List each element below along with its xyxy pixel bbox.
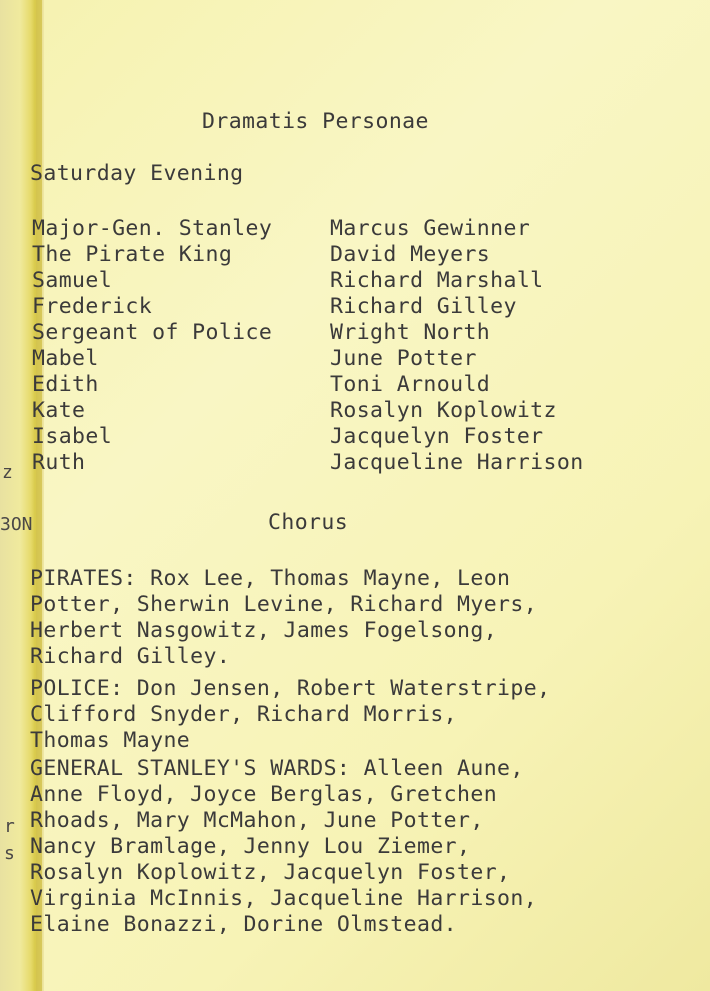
page-title: Dramatis Personae	[202, 109, 429, 134]
cast-actor: Jacquelyn Foster	[330, 424, 544, 449]
cast-role: Samuel	[32, 268, 113, 293]
cast-actor: Wright North	[330, 320, 491, 345]
cast-actor: Jacqueline Harrison	[330, 450, 584, 475]
cast-role: Isabel	[32, 424, 113, 449]
cast-actor: Richard Marshall	[330, 268, 544, 293]
chorus-line: Elaine Bonazzi, Dorine Olmstead.	[30, 912, 458, 937]
chorus-line: Thomas Mayne	[30, 728, 191, 753]
cast-actor: Richard Gilley	[330, 294, 517, 319]
margin-mark: z	[2, 462, 13, 483]
chorus-heading: Chorus	[268, 510, 349, 535]
chorus-line: Anne Floyd, Joyce Berglas, Gretchen	[30, 782, 498, 807]
chorus-line: PIRATES: Rox Lee, Thomas Mayne, Leon	[30, 566, 511, 591]
margin-mark: s	[4, 843, 15, 864]
chorus-line: Herbert Nasgowitz, James Fogelsong,	[30, 618, 498, 643]
cast-role: Edith	[32, 372, 99, 397]
chorus-line: Richard Gilley.	[30, 644, 231, 669]
cast-role: Frederick	[32, 294, 153, 319]
chorus-line: Rhoads, Mary McMahon, June Potter,	[30, 808, 484, 833]
cast-role: Kate	[32, 398, 86, 423]
chorus-line: Clifford Snyder, Richard Morris,	[30, 702, 458, 727]
chorus-line: POLICE: Don Jensen, Robert Waterstripe,	[30, 676, 551, 701]
cast-actor: Rosalyn Koplowitz	[330, 398, 557, 423]
cast-actor: David Meyers	[330, 242, 491, 267]
cast-actor: June Potter	[330, 346, 477, 371]
chorus-line: Potter, Sherwin Levine, Richard Myers,	[30, 592, 538, 617]
chorus-line: Virginia McInnis, Jacqueline Harrison,	[30, 886, 538, 911]
performance-subtitle: Saturday Evening	[30, 161, 244, 186]
margin-mark: 3ON	[0, 514, 33, 535]
cast-role: Major-Gen. Stanley	[32, 216, 273, 241]
margin-mark: r	[4, 816, 15, 837]
cast-role: Sergeant of Police	[32, 320, 273, 345]
cast-actor: Marcus Gewinner	[330, 216, 531, 241]
cast-role: Mabel	[32, 346, 99, 371]
chorus-line: Rosalyn Koplowitz, Jacquelyn Foster,	[30, 860, 511, 885]
cast-role: Ruth	[32, 450, 86, 475]
chorus-line: Nancy Bramlage, Jenny Lou Ziemer,	[30, 834, 471, 859]
chorus-line: GENERAL STANLEY'S WARDS: Alleen Aune,	[30, 756, 524, 781]
cast-actor: Toni Arnould	[330, 372, 491, 397]
cast-role: The Pirate King	[32, 242, 233, 267]
